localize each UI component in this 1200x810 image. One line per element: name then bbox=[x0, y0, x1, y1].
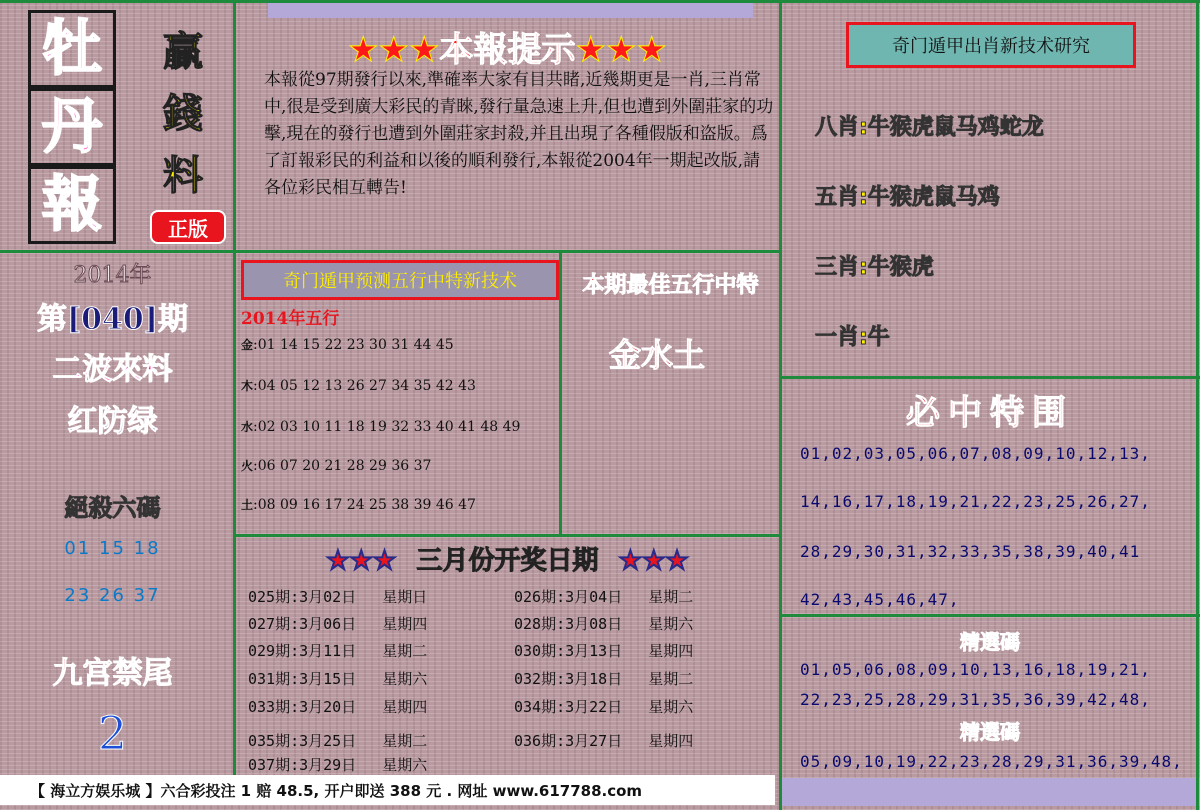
wuxing-row bbox=[241, 377, 476, 394]
title-char: 丹 bbox=[42, 92, 102, 162]
jingxuan-title: 精選碼 bbox=[960, 630, 1020, 654]
draw-row bbox=[248, 668, 427, 689]
wuxing-year-label: 2014年五行 bbox=[241, 309, 340, 329]
element-label: 火 bbox=[241, 459, 254, 473]
draw-issue: 030期:3月13日 bbox=[514, 642, 623, 660]
side-char: 贏 bbox=[163, 29, 203, 75]
element-label: 土 bbox=[241, 498, 254, 512]
title-char: 牡 bbox=[42, 14, 102, 84]
draw-issue: 026期:3月04日 bbox=[514, 588, 623, 606]
grid-line bbox=[233, 534, 780, 537]
jingxuan-row: 05,09,10,19,22,23,28,29,31,36,39,48, bbox=[800, 752, 1183, 771]
title-char: 報 bbox=[42, 170, 102, 240]
draw-title: 三月份开奖日期 bbox=[416, 546, 599, 576]
grid-line bbox=[780, 614, 1200, 617]
draw-weekday: 星期二 bbox=[648, 588, 694, 606]
title-char-tile bbox=[28, 10, 116, 88]
side-char: 料 bbox=[163, 153, 203, 199]
draw-row bbox=[514, 668, 693, 689]
zodiac-pick: 三肖:牛猴虎 bbox=[815, 255, 934, 280]
element-numbers: :01 14 15 22 23 30 31 44 45 bbox=[253, 337, 454, 353]
bizhong-row: 28,29,30,31,32,33,35,38,39,40,41 bbox=[800, 542, 1141, 561]
draw-weekday: 星期二 bbox=[382, 642, 428, 660]
draw-row bbox=[514, 696, 693, 717]
draw-weekday: 星期四 bbox=[648, 642, 694, 660]
draw-row bbox=[248, 696, 427, 717]
bizhong-row: 42,43,45,46,47, bbox=[800, 590, 960, 609]
draw-weekday: 星期四 bbox=[382, 698, 428, 716]
year: 2014年 bbox=[73, 263, 152, 288]
draw-weekday: 星期六 bbox=[382, 756, 428, 774]
draw-row bbox=[248, 613, 427, 634]
kill-six-title: 絕殺六碼 bbox=[64, 494, 161, 522]
best-value: 金水土 bbox=[608, 336, 705, 374]
edition-badge: 正版 bbox=[150, 210, 226, 244]
element-numbers: :02 03 10 11 18 19 32 33 40 41 48 49 bbox=[253, 419, 521, 435]
draw-row bbox=[248, 730, 427, 751]
draw-issue: 037期:3月29日 bbox=[248, 756, 357, 774]
jingxuan-title: 精選碼 bbox=[960, 720, 1020, 744]
star-icon: ★★★ bbox=[575, 30, 667, 70]
side-char: 錢 bbox=[163, 91, 203, 137]
draw-issue: 036期:3月27日 bbox=[514, 732, 623, 750]
wave-label: 二波來料 bbox=[52, 352, 173, 387]
bizhong-row: 01,02,03,05,06,07,08,09,10,12,13, bbox=[800, 444, 1151, 463]
draw-row bbox=[248, 640, 427, 661]
element-label: 水 bbox=[241, 420, 254, 434]
draw-weekday: 星期四 bbox=[382, 615, 428, 633]
qimen-banner: 奇门遁甲出肖新技术研究 bbox=[846, 22, 1136, 68]
draw-issue: 035期:3月25日 bbox=[248, 732, 357, 750]
wuxing-row bbox=[241, 457, 431, 474]
grid-line bbox=[780, 376, 1200, 379]
zodiac-pick: 八肖:牛猴虎鼠马鸡蛇龙 bbox=[815, 115, 1044, 140]
zodiac-pick: 五肖:牛猴虎鼠马鸡 bbox=[815, 185, 1000, 210]
wuxing-row bbox=[241, 496, 476, 513]
draw-weekday: 星期二 bbox=[382, 732, 428, 750]
draw-issue: 025期:3月02日 bbox=[248, 588, 357, 606]
notice-heading bbox=[236, 22, 779, 71]
jingxuan-row: 01,05,06,08,09,10,13,16,18,19,21, bbox=[800, 660, 1151, 679]
star-icon: ★★★ bbox=[348, 30, 440, 70]
draw-weekday: 星期六 bbox=[648, 615, 694, 633]
draw-weekday: 星期四 bbox=[648, 732, 694, 750]
title-char-tile bbox=[28, 88, 116, 166]
draw-issue: 028期:3月08日 bbox=[514, 615, 623, 633]
notice-title: 本報提示 bbox=[439, 30, 576, 70]
element-numbers: :04 05 12 13 26 27 34 35 42 43 bbox=[253, 378, 476, 394]
draw-weekday: 星期二 bbox=[648, 670, 694, 688]
draw-issue: 033期:3月20日 bbox=[248, 698, 357, 716]
wuxing-row bbox=[241, 336, 454, 353]
draw-row bbox=[248, 754, 427, 775]
draw-weekday: 星期日 bbox=[382, 588, 428, 606]
wuxing-banner: 奇门遁甲预测五行中特新技术 bbox=[241, 260, 559, 300]
bottom-strip bbox=[780, 778, 1200, 806]
draw-row bbox=[514, 730, 693, 751]
grid-line bbox=[233, 0, 236, 775]
jingxuan-row: 22,23,25,28,29,31,35,36,39,42,48, bbox=[800, 690, 1151, 709]
element-label: 木 bbox=[241, 379, 254, 393]
footer-ad: 【 海立方娱乐城 】六合彩投注 1 赔 48.5, 开户即送 388 元 . 网址 www.617788.com bbox=[0, 775, 775, 805]
draw-issue: 031期:3月15日 bbox=[248, 670, 357, 688]
draw-row bbox=[514, 586, 693, 607]
star-icon: ★★★ bbox=[326, 546, 397, 576]
wuxing-row bbox=[241, 418, 520, 435]
draw-heading bbox=[236, 540, 779, 577]
zodiac-pick: 一肖:牛 bbox=[815, 325, 890, 350]
star-icon: ★★★ bbox=[618, 546, 689, 576]
draw-row bbox=[514, 613, 693, 634]
draw-issue: 027期:3月06日 bbox=[248, 615, 357, 633]
element-label: 金 bbox=[241, 338, 254, 352]
draw-weekday: 星期六 bbox=[382, 670, 428, 688]
draw-weekday: 星期六 bbox=[648, 698, 694, 716]
nine-palace-value: 2 bbox=[97, 706, 128, 760]
nine-palace-title: 九宫禁尾 bbox=[52, 656, 173, 691]
draw-row bbox=[514, 640, 693, 661]
draw-issue: 032期:3月18日 bbox=[514, 670, 623, 688]
kill-six-row: 23 26 37 bbox=[64, 585, 161, 606]
title-char-tile bbox=[28, 166, 116, 244]
bizhong-title: 必中特围 bbox=[906, 393, 1074, 433]
color-guard: 红防绿 bbox=[67, 404, 158, 439]
draw-issue: 029期:3月11日 bbox=[248, 642, 357, 660]
notice-body: 本報從97期發行以來,準確率大家有目共睹,近幾期更是一肖,三肖常中,很是受到廣大彩民的青睞,發行量急速上升,但也遭到外圍莊家的功擊,現在的發行也遭到外圍莊家封殺,并且出現了各種假版和盗版。爲了訂報彩民的利益和以後的順利發行,本報從2004年一期起改版,請各位彩民相互轉告! bbox=[264, 70, 774, 198]
best-title: 本期最佳五行中特 bbox=[582, 272, 759, 298]
draw-row bbox=[248, 586, 427, 607]
bizhong-row: 14,16,17,18,19,21,22,23,25,26,27, bbox=[800, 492, 1151, 511]
kill-six-row: 01 15 18 bbox=[64, 538, 161, 559]
draw-issue: 034期:3月22日 bbox=[514, 698, 623, 716]
grid-line bbox=[0, 250, 780, 253]
element-numbers: :06 07 20 21 28 29 36 37 bbox=[253, 458, 432, 474]
grid-line bbox=[0, 0, 1200, 3]
issue-number: 第[040]期 bbox=[36, 302, 188, 337]
element-numbers: :08 09 16 17 24 25 38 39 46 47 bbox=[253, 497, 476, 513]
